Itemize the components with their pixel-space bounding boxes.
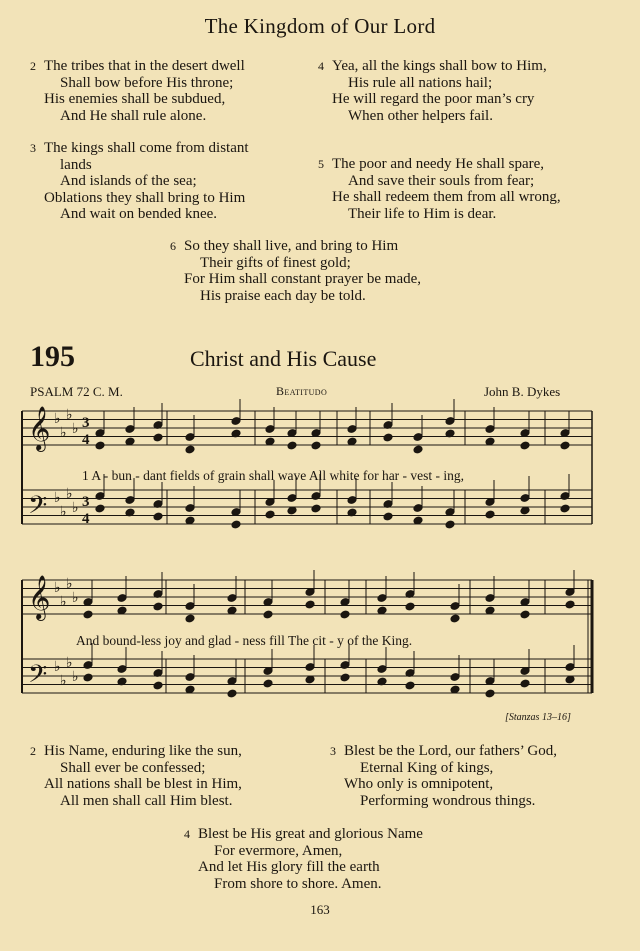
stanza-line: All men shall call Him blest.: [60, 792, 233, 809]
stanza-line: His rule all nations hail;: [348, 74, 493, 91]
stanza-3-bottom: [330, 743, 557, 809]
stanza-number: 5: [318, 157, 324, 171]
stanza-line: And He shall rule alone.: [60, 107, 207, 124]
note-head: [560, 441, 570, 450]
stanzas-note: [Stanzas 13–16]: [505, 712, 571, 723]
stanza-line: When other helpers fail.: [348, 107, 493, 124]
stanza-line: Oblations they shall bring to Him: [44, 189, 246, 206]
note-head: [383, 512, 393, 521]
note-head: [265, 510, 275, 519]
note-head: [340, 610, 350, 619]
flat-icon: ♭: [72, 501, 79, 516]
page-title: The Kingdom of Our Lord: [204, 14, 436, 38]
stanza-line: Performing wondrous things.: [360, 792, 536, 809]
note-head: [445, 520, 455, 529]
stanza-line: All nations shall be blest in Him,: [44, 776, 242, 793]
bass-clef-icon: 𝄢: [28, 661, 48, 694]
flat-icon: ♭: [60, 674, 67, 689]
note-head: [153, 681, 163, 690]
stanza-number: 4: [184, 827, 190, 841]
note-head: [153, 602, 163, 611]
time-signature-bottom: 4: [82, 432, 90, 448]
stanza-line: His praise each day be told.: [200, 287, 366, 304]
stanza-line: From shore to shore. Amen.: [214, 875, 382, 892]
note-head: [311, 504, 321, 513]
stanza-2-bottom: [30, 743, 242, 809]
note-head: [185, 614, 195, 623]
note-head: [520, 610, 530, 619]
note-head: [383, 433, 393, 442]
stanza-line: Yea, all the kings shall bow to Him,: [332, 58, 547, 74]
time-signature-top: 3: [82, 415, 90, 431]
flat-icon: ♭: [72, 591, 79, 606]
flat-icon: ♭: [54, 660, 61, 675]
note-head: [305, 600, 315, 609]
note-head: [485, 510, 495, 519]
treble-clef-icon: 𝄞: [28, 408, 51, 450]
flat-icon: ♭: [60, 426, 67, 441]
note-head: [83, 673, 93, 682]
meter-label: PSALM 72 C. M.: [30, 384, 123, 399]
stanza-number: 2: [30, 59, 36, 73]
flat-icon: ♭: [66, 408, 73, 423]
stanza-line: The poor and needy He shall spare,: [332, 156, 545, 172]
stanza-line: For Him shall constant prayer be made,: [184, 271, 422, 288]
stanza-line: His enemies shall be subdued,: [44, 91, 226, 108]
note-head: [231, 520, 241, 529]
flat-icon: ♭: [60, 595, 67, 610]
hymn-number: 195: [30, 340, 75, 373]
flat-icon: ♭: [54, 581, 61, 596]
stanza-line: Eternal King of kings,: [360, 759, 494, 776]
flat-icon: ♭: [66, 656, 73, 671]
note-head: [340, 673, 350, 682]
flat-icon: ♭: [72, 670, 79, 685]
note-head: [83, 610, 93, 619]
stanza-line: And islands of the sea;: [60, 173, 197, 190]
note-head: [263, 679, 273, 688]
stanza-number: 2: [30, 744, 36, 758]
stanza-line: Blest be the Lord, our fathers’ God,: [344, 743, 557, 759]
flat-icon: ♭: [66, 487, 73, 502]
note-head: [95, 441, 105, 450]
lyric-line-2: And bound-less joy and glad - ness fill The cit - y of the King.: [76, 633, 413, 648]
stanza-line: Their life to Him is dear.: [348, 205, 497, 222]
stanza-line: And save their souls from fear;: [348, 172, 535, 189]
stanza-line: Blest be His great and glorious Name: [198, 826, 423, 842]
note-head: [153, 433, 163, 442]
note-head: [560, 504, 570, 513]
stanza-4-bottom: [184, 826, 423, 892]
note-head: [565, 600, 575, 609]
stanza-line: Shall ever be confessed;: [60, 759, 206, 776]
stanza-line: Their gifts of finest gold;: [200, 254, 351, 271]
flat-icon: ♭: [66, 577, 73, 592]
stanza-number: 6: [170, 239, 176, 253]
stanza-number: 4: [318, 59, 324, 73]
lyric-line-1: 1 A - bun - dant fields of grain shall wave All white for har - vest - ing,: [82, 468, 465, 483]
time-signature-top: 3: [82, 494, 90, 510]
note-head: [311, 441, 321, 450]
stanza-line: Shall bow before His throne;: [60, 74, 234, 91]
stanza-line: And wait on bended knee.: [60, 206, 218, 223]
note-head: [485, 689, 495, 698]
note-head: [185, 445, 195, 454]
stanza-line: He will regard the poor man’s cry: [332, 91, 535, 108]
composer: John B. Dykes: [484, 384, 561, 399]
note-head: [227, 689, 237, 698]
flat-icon: ♭: [54, 491, 61, 506]
stanza-line: For evermore, Amen,: [214, 842, 343, 859]
stanza-line: Who only is omnipotent,: [344, 776, 494, 793]
stanza-line: So they shall live, and bring to Him: [184, 238, 399, 254]
hymn-title: Christ and His Cause: [190, 346, 377, 371]
tune-name: Beatitudo: [276, 384, 328, 398]
flat-icon: ♭: [72, 422, 79, 437]
stanza-number: 3: [330, 744, 336, 758]
note-head: [287, 441, 297, 450]
note-head: [95, 504, 105, 513]
time-signature-bottom: 4: [82, 511, 90, 527]
stanza-line: His Name, enduring like the sun,: [44, 743, 242, 759]
stanza-line: And let His glory fill the earth: [198, 859, 380, 876]
stanza-line: lands: [60, 156, 92, 173]
note-head: [520, 441, 530, 450]
stanza-line: The kings shall come from distant: [44, 140, 249, 156]
note-head: [263, 610, 273, 619]
note-head: [405, 602, 415, 611]
note-head: [405, 681, 415, 690]
page-number: 163: [310, 902, 330, 917]
bass-clef-icon: 𝄢: [28, 492, 48, 525]
note-head: [413, 445, 423, 454]
stanza-number: 3: [30, 141, 36, 155]
stanza-line: The tribes that in the desert dwell: [44, 58, 245, 74]
flat-icon: ♭: [60, 505, 67, 520]
flat-icon: ♭: [54, 412, 61, 427]
stanza-line: He shall redeem them from all wrong,: [332, 189, 561, 206]
treble-clef-icon: 𝄞: [28, 577, 51, 619]
note-head: [520, 679, 530, 688]
note-head: [450, 614, 460, 623]
note-head: [153, 512, 163, 521]
